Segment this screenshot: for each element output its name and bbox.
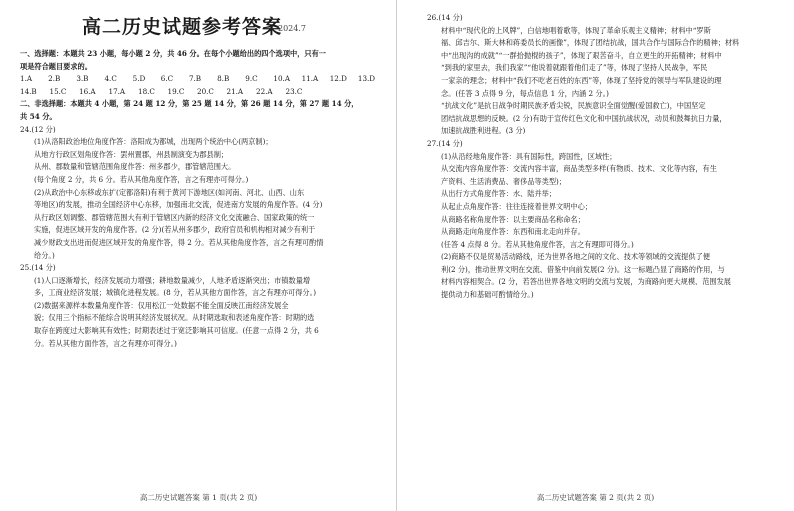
answer-line: 加速抗战胜利进程。(3 分): [441, 126, 526, 136]
mcq-answer: 1.A: [20, 74, 33, 84]
mcq-answer: 2.B: [48, 74, 61, 84]
mcq-answer: 23.C: [285, 86, 303, 96]
mcq-answers-row-2: [20, 86, 386, 99]
mcq-answer: 18.C: [138, 86, 155, 96]
mcq-answer: 22.A: [256, 86, 273, 96]
answer-line: 等地区)的发展，推动全国经济中心东移，加强南北交流，促进南方发展的角度作答。(4 分): [34, 200, 323, 210]
answer-line: (1)从洛阳政治地位角度作答：洛阳成为都城，出现两个统治中心(两京制)；: [34, 137, 273, 147]
answer-line: 27.(14 分): [427, 138, 463, 148]
mcq-answer: 13.D: [357, 74, 376, 84]
answer-line: 从商路走向角度作答：东西和南北走向并存。: [441, 227, 585, 237]
mcq-answer: 4.C: [104, 74, 117, 84]
answer-line: 从地方行政区划角度作答：罢州置郡，州县制演变为郡县制；: [34, 149, 229, 159]
answer-line: 26.(14 分): [427, 13, 463, 22]
answer-line: 团结抗战思想的反映。(2 分)有助于宣传红色文化和中国抗战状况，动员和鼓舞抗日力量，: [441, 113, 727, 123]
answer-line: 材料内容相契合。(2 分，若答出世界各地文明的交流与发展，为商路向更大规模、范围发展: [441, 277, 731, 287]
answer-line: 材料中“现代化的上风牌”，白信地唱着歌等，体现了革命乐观主义精神；材料中“罗斯: [441, 25, 711, 35]
mcq-answer: 20.C: [197, 86, 214, 96]
answer-line: (1)从沿经地角度作答：具有国际性，跨国性，区域性；: [441, 151, 617, 161]
answer-line: 减少财政支出进而促进区域开发的角度作答，得 2 分。若从其他角度作答，言之有理可酌情: [34, 237, 324, 247]
answer-page-2: [397, 0, 794, 511]
title-row: [20, 12, 386, 48]
mcq-answer: 8.B: [217, 74, 230, 84]
answer-line: 25.(14 分): [20, 263, 56, 273]
answer-line: 利(2 分)，推动世界文明在交流、借鉴中向前发展(2 分)。这一标题凸显了商路的作用，与: [441, 264, 725, 274]
answer-line: 一家亲的理念；材料中“我们不吃老百姓的东西”等，体现了坚持党的领导与军队建设的理: [441, 75, 722, 85]
answer-line: 取存在跨度过大影响其有效性；时期表述过于宽泛影响其可信度。(任意一点得 2 分，共 6: [34, 326, 319, 336]
page-2-content: [427, 12, 785, 302]
mcq-answer: 9.C: [245, 74, 258, 84]
section-2-heading-line: 二、非选择题：本题共 4 小题，第 24 题 12 分，第 25 题 14 分，第 26 题 14 分，第 27 题 14 分，: [20, 99, 359, 109]
question-26-answer: [427, 12, 785, 138]
question-25-answer: [20, 262, 386, 350]
mcq-answer: 10.A: [273, 74, 291, 84]
mcq-answer: 5.D: [132, 74, 146, 84]
page-2-footer: 高二历史试题答案 第 2 页(共 2 页): [536, 493, 655, 502]
section-1-heading-line: 项是符合题目要求的。: [20, 61, 92, 71]
page-title: 高二历史试题参考答案: [82, 16, 283, 38]
answer-line: (每个角度 2 分，共 6 分。若从其他角度作答，言之有理亦可得分。): [34, 174, 249, 184]
mcq-answer: 16.A: [79, 86, 96, 96]
answer-line: 产资料、生活消费品、奢侈品等类型)；: [441, 176, 566, 186]
answer-line: (2)商路不仅是贸易活动路线，还为世界各地之间的文化、技术等领域的交流提供了便: [441, 252, 710, 262]
answer-line: 24.(12 分): [20, 124, 56, 134]
answer-line: 提供动力和基础可酌情给分。): [441, 290, 534, 300]
answer-line: 从起止点角度作答：往往连接着世界文明中心；: [441, 201, 592, 211]
answer-line: 中“出现沟的成就”“一群拾抛棍的孩子”，体现了艰苦奋斗，自立更生的开拓精神；材料中: [441, 50, 722, 60]
section-2-heading-line: 共 54 分。: [20, 111, 57, 121]
page-1-footer: 高二历史试题答案 第 1 页(共 2 页): [139, 493, 258, 502]
answer-line: (2)数据来源样本数量角度作答：仅用松江一处数据不能全面反映江南经济发展全: [34, 300, 289, 310]
mcq-answer: 14.B: [20, 86, 37, 96]
mcq-answer: 3.B: [76, 74, 89, 84]
answer-line: (1)人口逐渐增长，经济发展动力增强；耕地数量减少，人地矛盾逐渐突出；市镇数量增: [34, 275, 311, 285]
answer-line: 从交流内容角度作答：交流内容丰富，商品类型多样(有物质、技术、文化等内容，有生: [441, 164, 717, 174]
answer-line: 从州、郡数量和管辖范围角度作答：州多郡少，郡管辖范围大。: [34, 162, 236, 172]
answer-line: 从行政区划调整、郡管辖范围大有利于管辖区内新的经济文化交流融合、国家政策的统一: [34, 212, 315, 222]
section-1-heading-line: 一、选择题：本题共 23 小题，每小题 2 分，共 46 分。在每个小题给出的四个选项中，只有一: [20, 49, 326, 58]
page-1-content: [20, 12, 386, 350]
question-24-answer: [20, 124, 386, 263]
mcq-answer: 12.D: [329, 74, 347, 84]
mcq-answer: 11.A: [301, 74, 319, 84]
answer-line: 给分。): [34, 250, 55, 260]
mcq-answer: 7.B: [188, 74, 202, 84]
answer-line: 实施，促进区域开发的角度作答。(2 分)(若从州多郡少，政府官员和机构相对减少有利于: [34, 225, 316, 235]
answer-line: 念。(任答 3 点得 9 分，每点信息 1 分，内涵 2 分。): [441, 88, 609, 98]
mcq-answer: 19.C: [167, 86, 185, 96]
answer-line: 从出行方式角度作答：水、陆并举；: [441, 189, 557, 199]
answer-line: 福、邱吉尔、斯大林和蒋委员长的画像”，体现了团结抗战，国共合作与国际合作的精神；材料: [441, 38, 740, 48]
mcq-answer: 6.C: [160, 74, 174, 84]
section-1-heading: [20, 48, 386, 73]
answer-line: (2)从政治中心东移或东扩(定都洛阳)有利于黄河下游地区(如河南、河北、山西、山东: [34, 187, 305, 197]
exam-date: 2024.7: [278, 24, 306, 33]
answer-line: 貌；仅用三个指标不能综合说明其经济发展状况。从时期选取和表述角度作答：时期的选: [34, 313, 315, 323]
answer-line: 从商路名称角度作答：以主要商品名称命名；: [441, 214, 585, 224]
answer-line: (任答 4 点得 8 分。若从其他角度作答，言之有理即可得分。): [441, 239, 634, 249]
mcq-answers-row-1: [20, 73, 386, 86]
mcq-answer: 17.A: [108, 86, 126, 96]
answer-line: “抗战文化”是抗日战争时期民族矛盾尖锐，民族意识全面觉醒(爱国救亡)，中国坚定: [441, 101, 706, 111]
answer-line: “到我的家里去，我们我家”“他说着就跟着他们走了”等，体现了坚持人民战争，军民: [441, 63, 708, 73]
mcq-answer: 15.C: [49, 86, 67, 96]
question-27-answer: [427, 138, 785, 302]
section-2-heading: [20, 98, 386, 123]
answer-line: 分。若从其他方面作答，言之有理亦可得分。): [34, 338, 177, 348]
mcq-answer: 21.A: [226, 86, 244, 96]
answer-line: 多，工商业经济发展；城镇化进程发展。(8 分，若从其他方面作答，言之有理亦可得分。): [34, 288, 316, 298]
